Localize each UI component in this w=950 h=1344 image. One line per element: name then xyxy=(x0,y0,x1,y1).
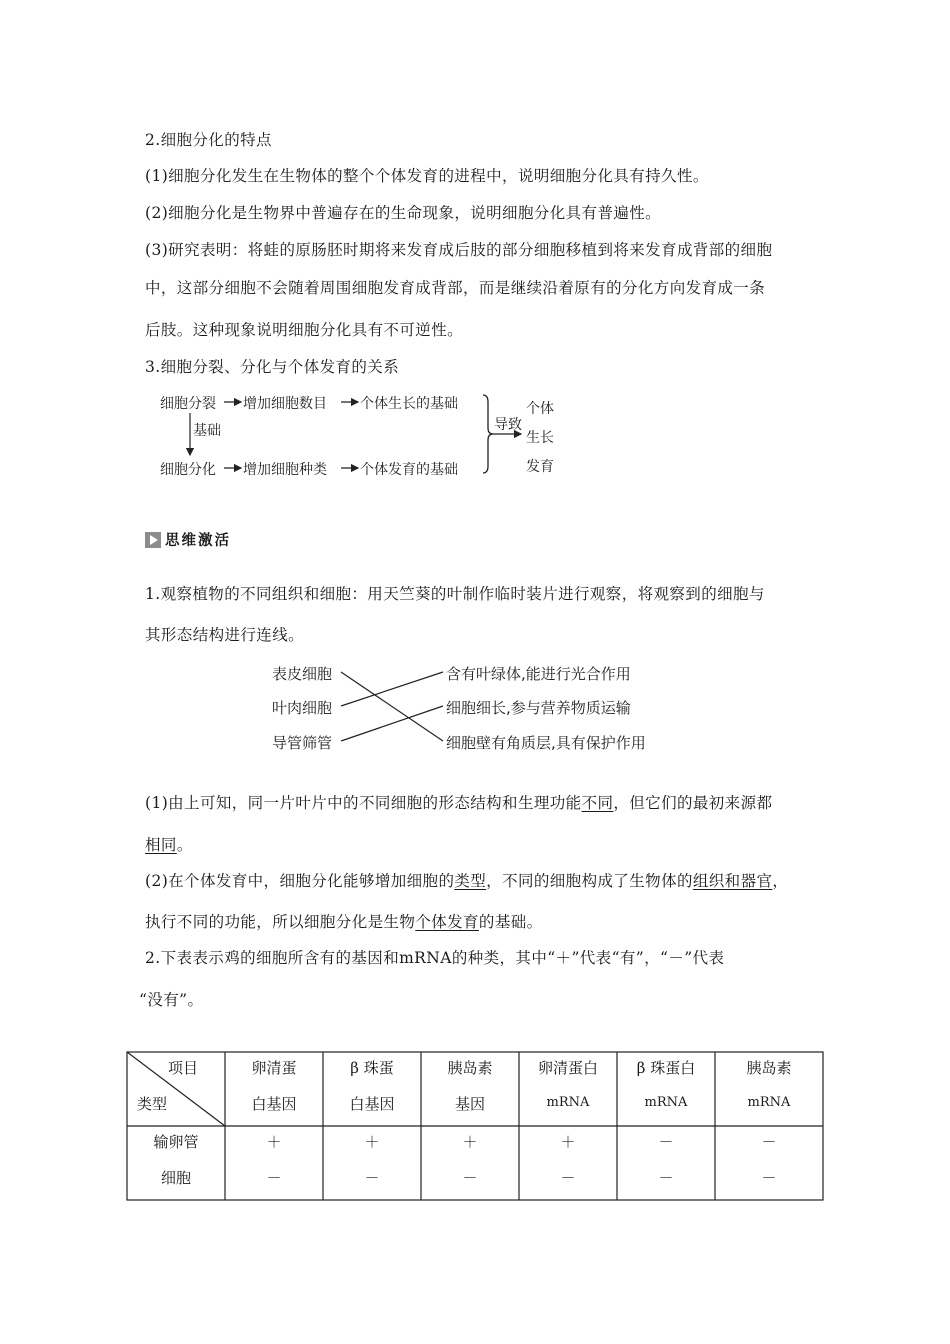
heading-relationship: 3.细胞分裂、分化与个体发育的关系 xyxy=(145,358,400,376)
answer-2-pre: (2)在个体发育中，细胞分化能够增加细胞的 xyxy=(145,872,455,890)
match-left-vessel: 导管筛管 xyxy=(272,734,333,752)
answer-1-mid: ，但它们的最初来源都 xyxy=(613,794,773,812)
cell-r2-c3: － xyxy=(462,1169,478,1187)
cell-r2-c6: － xyxy=(761,1169,777,1187)
header-ovalbumin-mrna-1: 卵清蛋白 xyxy=(537,1059,598,1077)
match-right-photosynthesis: 含有叶绿体,能进行光合作用 xyxy=(446,665,631,683)
corner-item: 项目 xyxy=(168,1059,199,1077)
header-globin-gene-1: β 珠蛋 xyxy=(350,1059,394,1077)
row-label-oviduct-2: 细胞 xyxy=(160,1169,191,1187)
flow-lead-label: 导致 xyxy=(494,417,522,433)
answer-1-end: 。 xyxy=(176,836,193,854)
paragraph-universality: (2)细胞分化是生物界中普遍存在的生命现象，说明细胞分化具有普遍性。 xyxy=(145,204,662,222)
header-insulin-mrna-2: mRNA xyxy=(747,1095,791,1110)
question-2-line2: “没有”。 xyxy=(139,991,204,1009)
answer-2-end: ， xyxy=(772,872,789,890)
cell-r1-c5: － xyxy=(658,1133,674,1151)
flow-result-development: 发育 xyxy=(526,459,554,475)
header-insulin-gene-1: 胰岛素 xyxy=(447,1059,493,1077)
answer-1-blank-different: 不同 xyxy=(581,794,614,812)
answer-2-blank-type: 类型 xyxy=(454,872,487,890)
answer-2-blank-development: 个体发育 xyxy=(415,913,479,931)
flow-increase-number: 增加细胞数目 xyxy=(243,396,327,412)
flow-growth-basis: 个体生长的基础 xyxy=(360,396,458,412)
question-2-line1: 2.下表表示鸡的细胞所含有的基因和mRNA的种类，其中“＋”代表“有”，“－”代表 xyxy=(145,949,725,967)
header-globin-mrna-1: β 珠蛋白 xyxy=(636,1059,696,1077)
question-1-line2: 其形态结构进行连线。 xyxy=(145,626,305,644)
row-label-oviduct-1: 输卵管 xyxy=(153,1133,199,1151)
flow-differentiation: 细胞分化 xyxy=(160,462,216,478)
cell-r2-c5: － xyxy=(658,1169,674,1187)
header-ovalbumin-gene-2: 白基因 xyxy=(251,1095,297,1113)
header-globin-gene-2: 白基因 xyxy=(349,1095,395,1113)
answer-2-blank-tissue-organ: 组织和器官 xyxy=(692,872,773,890)
corner-type: 类型 xyxy=(137,1095,168,1113)
header-insulin-gene-2: 基因 xyxy=(454,1095,485,1113)
paragraph-irreversibility-1: (3)研究表明：将蛙的原肠胚时期将来发育成后肢的部分细胞移植到将来发育成背部的细胞 xyxy=(145,241,773,259)
cell-r1-c6: － xyxy=(761,1133,777,1151)
cell-r2-c2: － xyxy=(364,1169,380,1187)
question-1-line1: 1.观察植物的不同组织和细胞：用天竺葵的叶制作临时装片进行观察，将观察到的细胞与 xyxy=(145,585,765,603)
section-title: 思维激活 xyxy=(165,533,231,549)
answer-1-blank-same: 相同 xyxy=(145,836,177,854)
match-left-epidermis: 表皮细胞 xyxy=(272,665,333,683)
flow-increase-types: 增加细胞种类 xyxy=(243,462,327,478)
answer-2-mid: ，不同的细胞构成了生物体的 xyxy=(486,872,693,890)
flow-result-growth: 生长 xyxy=(526,430,554,446)
paragraph-irreversibility-2: 中，这部分细胞不会随着周围细胞发育成背部，而是继续沿着原有的分化方向发育成一条 xyxy=(145,279,766,297)
flow-development-basis: 个体发育的基础 xyxy=(360,462,458,478)
header-ovalbumin-gene-1: 卵清蛋 xyxy=(251,1059,297,1077)
match-right-protection: 细胞壁有角质层,具有保护作用 xyxy=(446,734,646,752)
header-insulin-mrna-1: 胰岛素 xyxy=(746,1059,792,1077)
cell-r1-c1: ＋ xyxy=(266,1133,282,1151)
cell-r1-c3: ＋ xyxy=(462,1133,478,1151)
answer-2-line2-pre: 执行不同的功能，所以细胞分化是生物 xyxy=(145,913,416,931)
header-ovalbumin-mrna-2: mRNA xyxy=(546,1095,590,1110)
match-left-mesophyll: 叶肉细胞 xyxy=(272,699,333,717)
flow-basis-label: 基础 xyxy=(193,423,221,439)
match-right-transport: 细胞细长,参与营养物质运输 xyxy=(446,699,631,717)
flow-result-individual: 个体 xyxy=(526,401,554,417)
answer-2-line2-end: 的基础。 xyxy=(478,913,543,931)
cell-r2-c1: － xyxy=(266,1169,282,1187)
heading-cell-differentiation-features: 2.细胞分化的特点 xyxy=(145,131,272,149)
cell-r1-c2: ＋ xyxy=(364,1133,380,1151)
flow-division: 细胞分裂 xyxy=(160,396,216,412)
paragraph-persistence: (1)细胞分化发生在生物体的整个个体发育的进程中，说明细胞分化具有持久性。 xyxy=(145,167,709,185)
header-globin-mrna-2: mRNA xyxy=(644,1095,688,1110)
answer-1-pre: (1)由上可知，同一片叶片中的不同细胞的形态结构和生理功能 xyxy=(145,794,582,812)
paragraph-irreversibility-3: 后肢。这种现象说明细胞分化具有不可逆性。 xyxy=(145,321,464,339)
cell-r2-c4: － xyxy=(560,1169,576,1187)
cell-r1-c4: ＋ xyxy=(560,1133,576,1151)
